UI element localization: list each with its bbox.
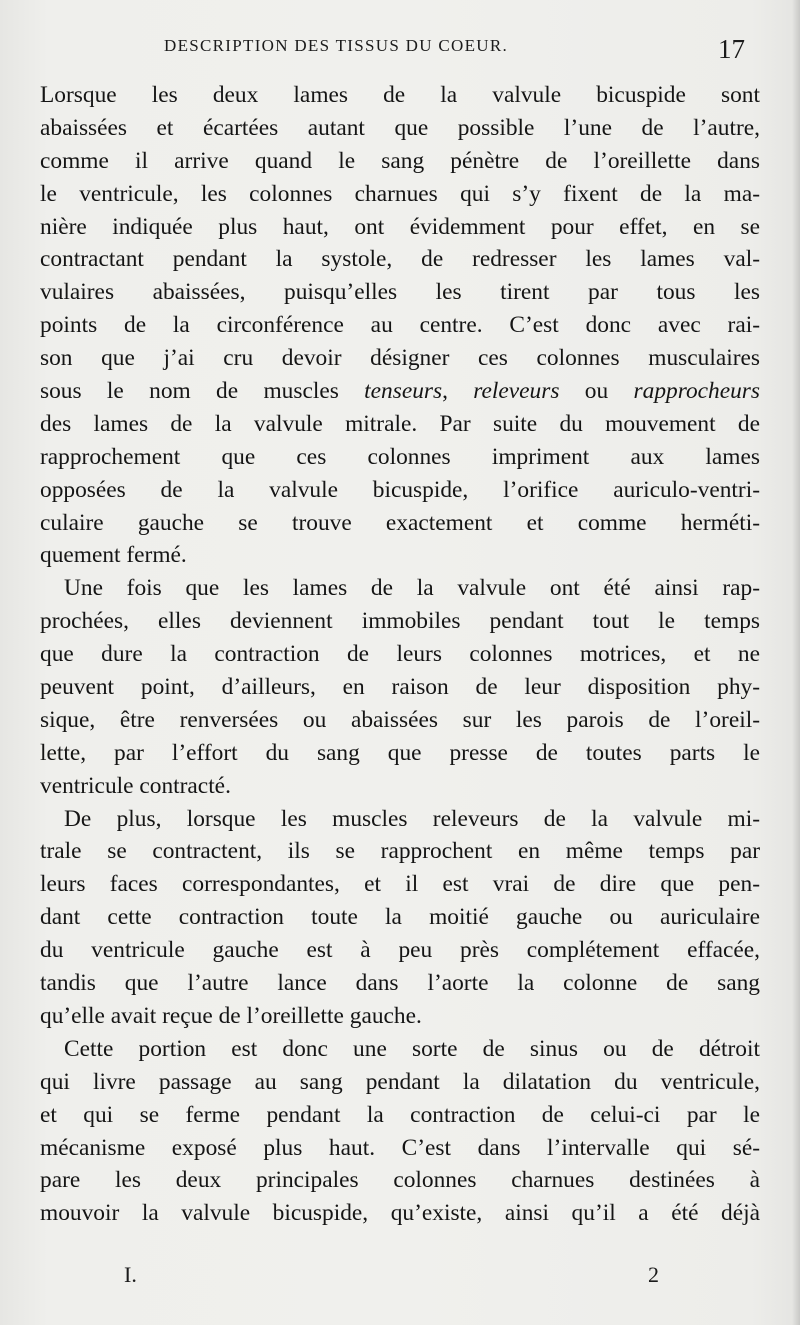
text-line: rapprochement que ces colonnes impriment aux lames xyxy=(40,443,760,470)
page-edge-shadow xyxy=(792,0,800,1325)
text-line: opposées de la valvule bicuspide, l’orifice auriculo-ventri- xyxy=(40,476,760,503)
text-line: son que j’ai cru devoir désigner ces colonnes musculaires xyxy=(40,345,760,372)
text-line: qui livre passage au sang pendant la dilatation du ventricule, xyxy=(40,1068,760,1095)
text-line: mécanisme exposé plus haut. C’est dans l’intervalle qui sé- xyxy=(40,1134,760,1161)
text-line: et qui se ferme pendant la contraction de celui-ci par le xyxy=(40,1101,760,1128)
text-line: tandis que l’autre lance dans l’aorte la colonne de sang xyxy=(40,970,760,997)
text-line: sique, être renversées ou abaissées sur les parois de l’oreil- xyxy=(40,706,760,733)
text-line: lette, par l’effort du sang que presse de toutes parts le xyxy=(40,739,760,766)
text-line: De plus, lorsque les muscles releveurs de la valvule mi- xyxy=(64,805,760,832)
text-line: le ventricule, les colonnes charnues qui s’y fixent de la ma- xyxy=(40,180,760,207)
page-number: 17 xyxy=(718,34,745,64)
text-line: mouvoir la valvule bicuspide, qu’existe, ainsi qu’il a été déjà xyxy=(40,1200,760,1227)
text-line: trale se contractent, ils se rapprochent en même temps par xyxy=(40,838,760,865)
text-line: abaissées et écartées autant que possible l’une de l’autre, xyxy=(40,114,760,141)
text-line: quement fermé. xyxy=(40,542,187,569)
text-line: Une fois que les lames de la valvule ont été ainsi rap- xyxy=(64,575,760,602)
text-line: nière indiquée plus haut, ont évidemment pour effet, en se xyxy=(40,213,760,240)
text-line: points de la circonférence au centre. C’est donc avec rai- xyxy=(40,312,760,339)
text-line: peuvent point, d’ailleurs, en raison de leur disposition phy- xyxy=(40,674,760,701)
text-line: pare les deux principales colonnes charnues destinées à xyxy=(40,1167,760,1194)
text-line: ventricule contracté. xyxy=(40,772,231,799)
text-line: sous le nom de muscles tenseurs, releveurs ou rapprocheurs xyxy=(40,378,760,405)
body-text xyxy=(40,79,760,1230)
text-line: contractant pendant la systole, de redresser les lames val- xyxy=(40,246,760,273)
text-line: Lorsque les deux lames de la valvule bicuspide sont xyxy=(40,82,760,108)
text-line: comme il arrive quand le sang pénètre de l’oreillette dans xyxy=(40,147,760,174)
text-line: que dure la contraction de leurs colonnes motrices, et ne xyxy=(40,641,760,668)
text-line: Cette portion est donc une sorte de sinus ou de détroit xyxy=(64,1035,760,1062)
text-line: du ventricule gauche est à peu près complétement effacée, xyxy=(40,937,760,964)
text-line: qu’elle avait reçue de l’oreillette gauche. xyxy=(40,1002,422,1029)
running-head: DESCRIPTION DES TISSUS DU COEUR. xyxy=(164,36,509,55)
sheet-number: 2 xyxy=(648,1262,659,1287)
signature-mark: I. xyxy=(124,1262,137,1287)
text-line: vulaires abaissées, puisqu’elles les tirent par tous les xyxy=(40,279,760,306)
text-line: prochées, elles deviennent immobiles pendant tout le temps xyxy=(40,608,760,635)
text-line: leurs faces correspondantes, et il est vrai de dire que pen- xyxy=(40,871,760,898)
text-line: des lames de la valvule mitrale. Par suite du mouvement de xyxy=(40,410,760,437)
text-line: dant cette contraction toute la moitié gauche ou auriculaire xyxy=(40,904,760,931)
text-line: culaire gauche se trouve exactement et comme herméti- xyxy=(40,509,760,536)
